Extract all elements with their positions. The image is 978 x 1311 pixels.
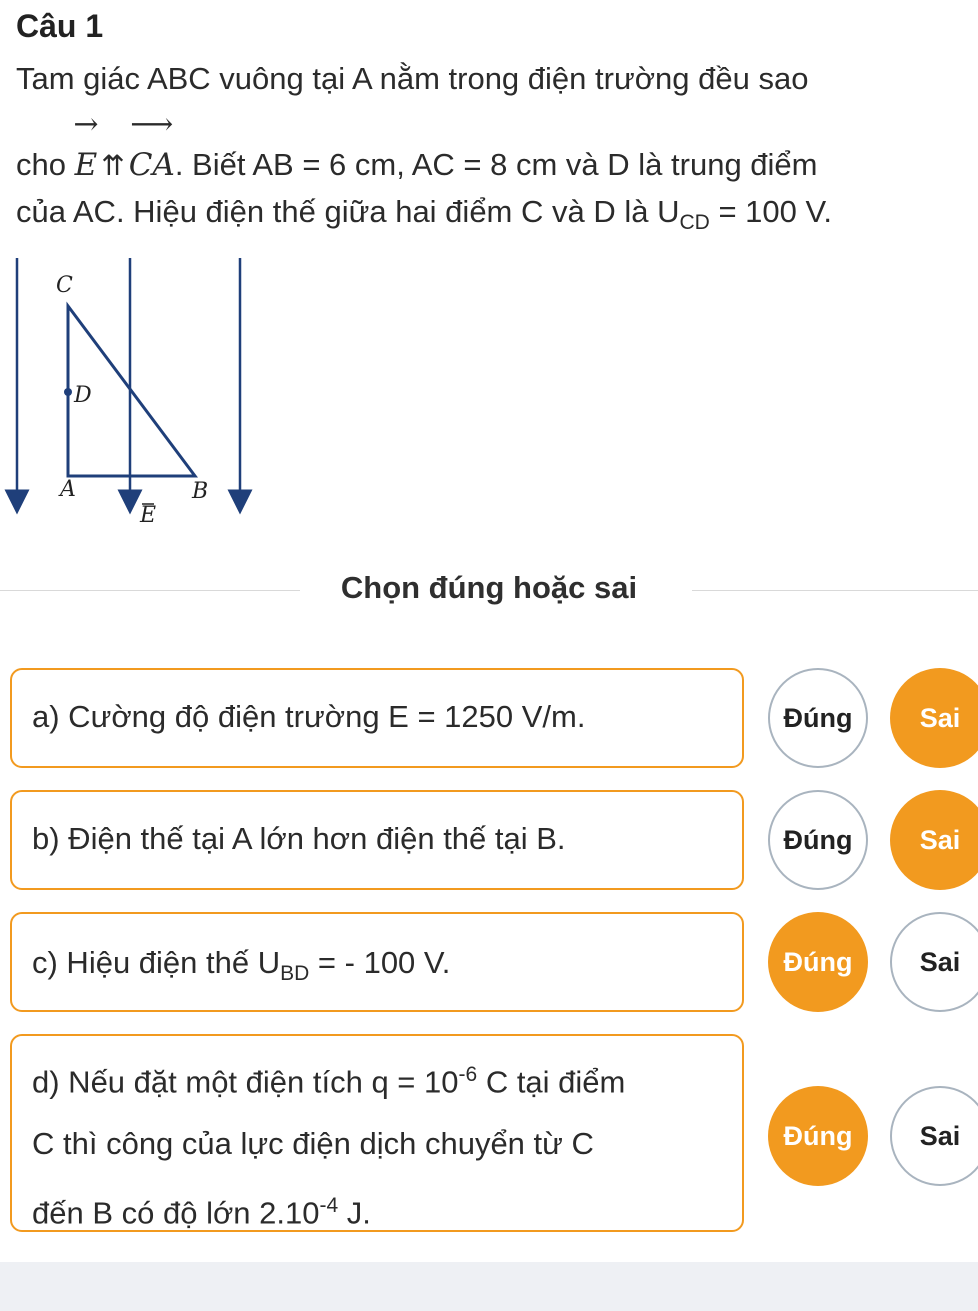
statement-a-true-button[interactable]: Đúng [768,668,868,768]
statement-a-false-button[interactable]: Sai [890,668,978,768]
statement-d-text: d) Nếu đặt một điện tích $q = 10^{-6}$ C tại điểm C thì công của lực điện dịch chuyển từ C đến B có độ lớn $2.10^{-4}$ J. [32,1063,626,1231]
statement-b-true-button[interactable]: Đúng [768,790,868,890]
question-line-3: của AC. Hiệu điện thế giữa hai điểm C và D là $U_{CD} = 100$ V. [16,194,832,235]
triangle-field-figure [0,250,260,540]
question-line-2: cho → E ⇈⟶ CA. Biết AB = 6 cm, AC = 8 cm và D là trung điểm [16,132,976,193]
statement-b-text: b) Điện thế tại A lớn hơn điện thế tại B. [32,821,566,856]
footer-band [0,1262,978,1311]
statement-a-box [10,668,744,768]
statement-d-false-button[interactable]: Sai [890,1086,978,1186]
question-title: Câu 1 [16,8,104,44]
statement-a-text: a) Cường độ điện trường E = 1250 V/m. [32,699,586,734]
statement-c-text: c) Hiệu điện thế $U_{BD}$ = - 100 V. [32,945,451,986]
label-c: C [56,273,73,298]
label-b: B [192,479,209,504]
question-line-1: Tam giác ABC vuông tại A nằm trong điện trường đều sao [16,61,809,96]
point-d [64,388,72,396]
question-text [16,52,976,250]
statement-b-box [10,790,744,890]
statement-b-false-button[interactable]: Sai [890,790,978,890]
statement-c-box [10,912,744,1012]
parallel-symbol: ⇈ [101,150,125,181]
vector-ca: ⟶ CA [129,132,175,192]
statement-c-true-button[interactable]: Đúng [768,912,868,1012]
statement-c-false-button[interactable]: Sai [890,912,978,1012]
statement-d-box [10,1034,744,1232]
section-divider [0,566,978,616]
vector-e: → E [75,132,98,192]
label-d: D [74,383,92,408]
section-heading: Chọn đúng hoặc sai [340,570,638,605]
statement-d-true-button[interactable]: Đúng [768,1086,868,1186]
label-a: A [60,477,76,502]
label-e: E [140,503,157,528]
